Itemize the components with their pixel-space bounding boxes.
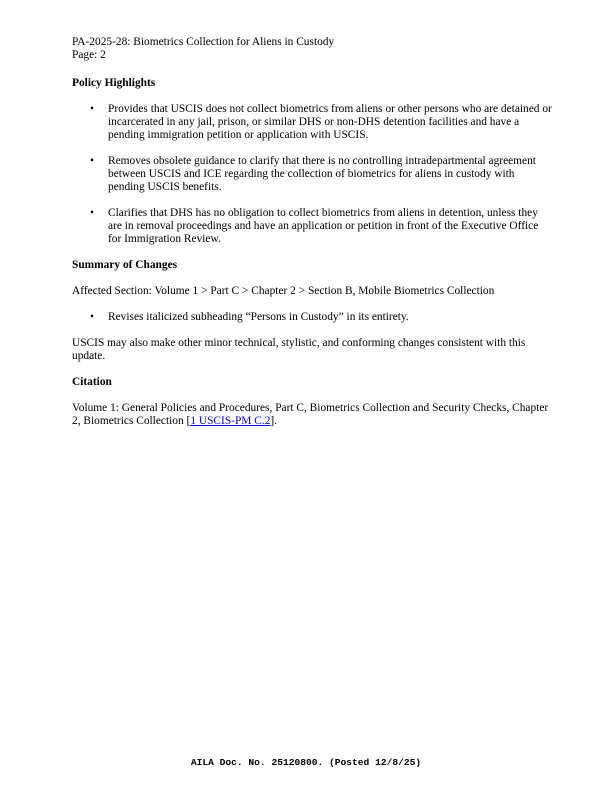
policy-highlights-list <box>72 103 552 246</box>
list-item <box>72 207 552 246</box>
list-item-text: Revises italicized subheading “Persons in Custody” in its entirety. <box>108 311 409 323</box>
citation-paragraph <box>72 402 552 428</box>
page-number: Page: 2 <box>72 49 106 61</box>
list-item-text: Removes obsolete guidance to clarify that there is no controlling intradepartmental agreement between USCIS and ICE regarding the collection of biometrics for aliens in custody with pending USCIS benefits. <box>108 155 536 193</box>
list-item <box>72 103 552 142</box>
bullet-icon: • <box>90 207 94 219</box>
citation-suffix: ]. <box>270 415 278 427</box>
changes-note: USCIS may also make other minor technical, stylistic, and conforming changes consistent with this update. <box>72 337 526 362</box>
citation-link[interactable]: 1 USCIS-PM C.2 <box>190 415 271 427</box>
footer-doc-number: AILA Doc. No. 25120800. (Posted 12/8/25) <box>190 757 422 768</box>
document-page <box>72 36 552 428</box>
summary-changes-list <box>72 311 552 324</box>
list-item-text: Provides that USCIS does not collect biometrics from aliens or other persons who are detained or incarcerated in any jail, prison, or similar DHS or non-DHS detention facilities and have a pending immigration petition or application with USCIS. <box>108 103 552 141</box>
bullet-icon: • <box>90 311 94 323</box>
citation-heading: Citation <box>72 376 112 388</box>
citation-text: Volume 1: General Policies and Procedures, Part C, Biometrics Collection and Security Checks, Chapter 2, Biometrics Collection [ <box>72 402 549 427</box>
list-item <box>72 311 552 324</box>
document-title: PA-2025-28: Biometrics Collection for Aliens in Custody <box>72 36 335 48</box>
policy-highlights-heading: Policy Highlights <box>72 77 156 89</box>
bullet-icon: • <box>90 103 94 115</box>
list-item-text: Clarifies that DHS has no obligation to collect biometrics from aliens in detention, unless they are in removal proceedings and have an application or petition in front of the Executive Office for Immigration Review. <box>108 207 539 245</box>
list-item <box>72 155 552 194</box>
summary-of-changes-heading: Summary of Changes <box>72 259 178 271</box>
affected-section: Affected Section: Volume 1 > Part C > Chapter 2 > Section B, Mobile Biometrics Collection <box>72 285 495 297</box>
bullet-icon: • <box>90 155 94 167</box>
